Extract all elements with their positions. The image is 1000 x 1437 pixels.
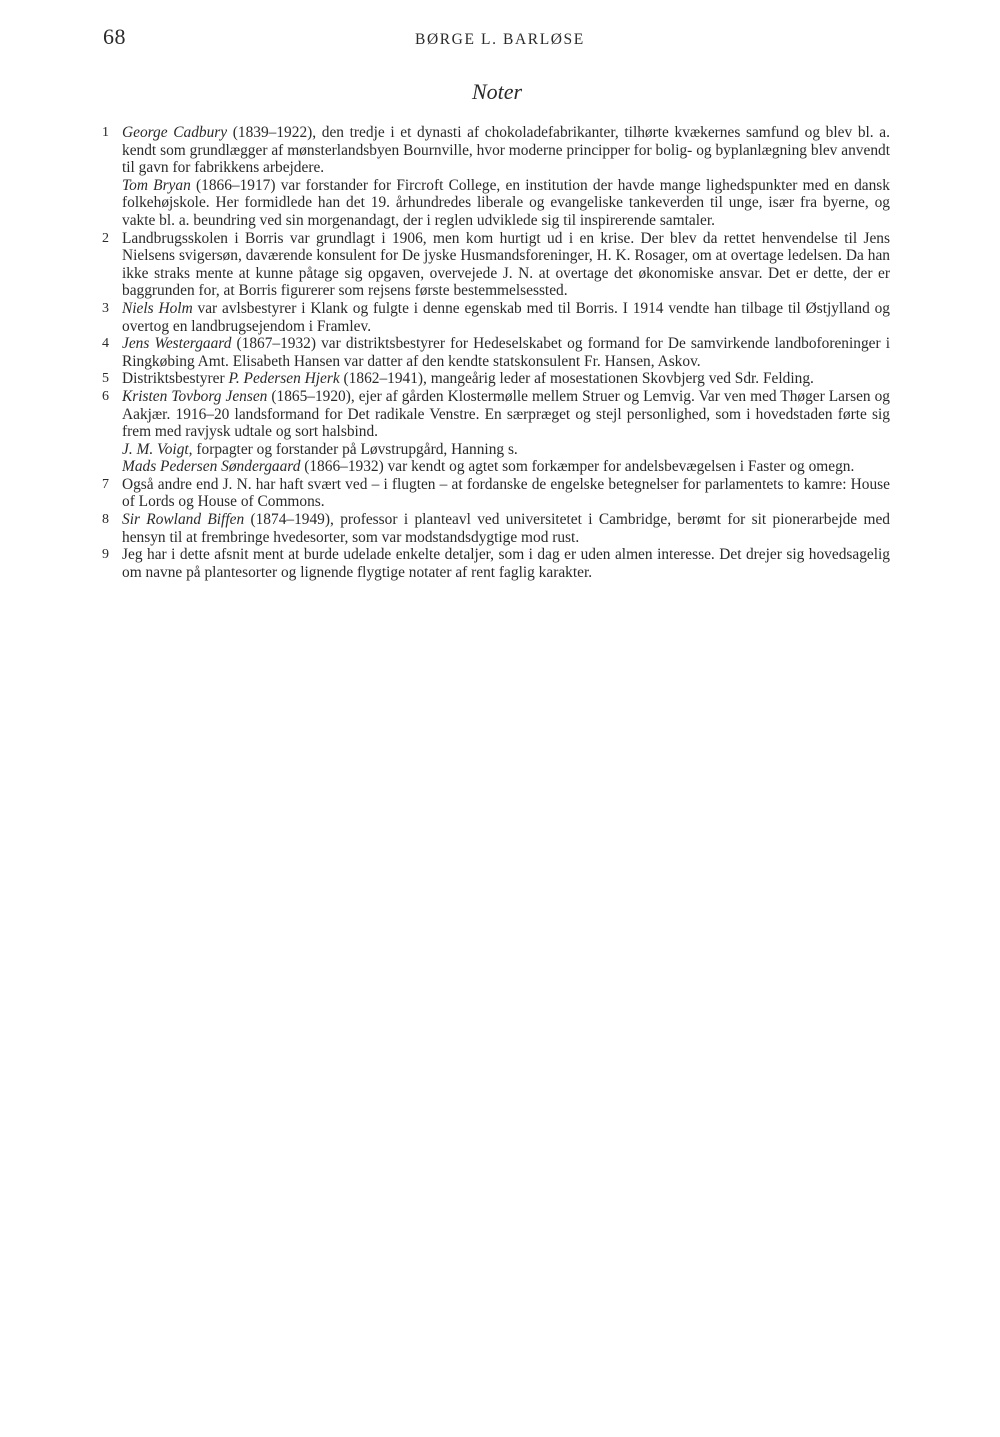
person-name: Niels Holm [122, 299, 193, 317]
note-6 [100, 388, 890, 476]
notes-list [100, 124, 890, 581]
note-paragraph-cadbury [122, 124, 890, 177]
note-paragraph-sondergaard [122, 458, 890, 476]
page-header [103, 24, 888, 54]
note-paragraph-westergaard [122, 335, 890, 370]
person-name: Sir Rowland Biffen [122, 511, 245, 529]
person-name: P. Pedersen Hjerk [228, 370, 340, 388]
person-name: Mads Pedersen Søndergaard [122, 458, 301, 476]
person-name: Tom Bryan [122, 176, 191, 194]
note-text: (1874–1949), professor i planteavl ved universitetet i Cambridge, berømt for sit pionerarbejde med hensyn til at frembringe hvedesorter, som var modstandsdygtige mod rust. [122, 511, 890, 546]
note-paragraph-holm [122, 300, 890, 335]
note-text: (1867–1932) var distriktsbestyrer for Hedeselskabet og formand for De samvirkende landboforeninger i Ringkøbing Amt. Elisabeth Hansen var datter af den kendte statskonsulent Fr. Hansen, Askov. [122, 335, 890, 370]
note-text: var avlsbestyrer i Klank og fulgte i denne egenskab med til Borris. I 1914 vendte han tilbage til Østjylland og overtog en landbrugsejendom i Framlev. [122, 299, 890, 335]
note-4 [100, 335, 890, 370]
note-2 [100, 230, 890, 300]
note-paragraph-biffen [122, 511, 890, 546]
note-text: Også andre end J. N. har haft svært ved – i flugten – at fordanske de engelske betegnelser for parlamentets to kamre: House of Lords og House of Commons. [122, 475, 890, 511]
note-number: 7 [102, 476, 109, 492]
note-text: (1865–1920), ejer af gården Klostermølle mellem Struer og Lemvig. Var ven med Thøger Larsen og Aakjær. 1916–20 landsformand for Det radikale Venstre. En særpræget og stejl personlighed, som i hovedstaden førte sig frem med ravjysk udtale og sort halsbind. [122, 387, 891, 441]
note-text: (1866–1917) var forstander for Fircroft College, en institution der havde mange lighedspunkter med en dansk folkehøjskole. Her formidlede han det 19. århundredes liberale og evangeliske tankeverden til unge, især fra byerne, og vakte bl. a. beundring ved sin morgenandagt, der i reglen udviklede sig til inspirerende samtaler. [122, 176, 890, 229]
note-3 [100, 300, 890, 335]
note-paragraph-jensen [122, 388, 890, 441]
note-text: Landbrugsskolen i Borris var grundlagt i 1906, men kom hurtigt ud i en krise. Der blev da rettet henvendelse til Jens Nielsens svigersøn, daværende konsulent for De jyske Husmandsforeninger, H. K. Rosager, om at overtage ledelsen. Da han ikke straks mente at kunne påtage sig opgaven, overvejede J. N. at overtage det økonomiske ansvar. Det er dette, der er baggrunden for, at Borris figurerer som rejsens første bestemmelsessted. [122, 229, 890, 300]
note-1 [100, 124, 890, 230]
note-text: (1866–1932) var kendt og agtet som forkæmper for andelsbevægelsen i Faster og omegn. [300, 458, 855, 476]
note-7 [100, 476, 890, 511]
person-name: George Cadbury [122, 124, 228, 141]
note-paragraph-hjerk [122, 370, 890, 388]
note-8 [100, 511, 890, 546]
note-number: 9 [102, 547, 109, 563]
note-5 [100, 370, 890, 388]
section-title-text: Noter [471, 79, 523, 104]
note-number: 8 [102, 512, 109, 528]
note-lead-text: Distriktsbestyrer [122, 370, 229, 388]
note-number: 3 [102, 300, 109, 316]
note-number: 5 [102, 371, 109, 387]
note-number: 2 [102, 230, 109, 246]
section-title [0, 79, 1000, 105]
note-number: 1 [102, 125, 109, 140]
note-text: Jeg har i dette afsnit ment at burde udelade enkelte detaljer, som i dag er uden almen interesse. Det drejer sig hovedsagelig om navne på plantesorter og lignende flygtige notater af rent faglig karakter. [122, 546, 890, 581]
note-paragraph-voigt [122, 441, 890, 459]
page-number: 68 [103, 24, 126, 49]
note-paragraph-detaljer [122, 546, 890, 581]
note-text: (1839–1922), den tredje i et dynasti af chokoladefabrikanter, tilhørte kvækernes samfund og blev bl. a. kendt som grundlægger af mønsterlandsbyen Bournville, hvor moderne principper for bolig- og byplanlægning blev anvendt til gavn for fabrikkens arbejdere. [122, 124, 890, 177]
person-name: Kristen Tovborg Jensen [122, 387, 268, 405]
note-paragraph-parlament [122, 476, 890, 511]
note-9 [100, 546, 890, 581]
note-text: forpagter og forstander på Løvstrupgård, Hanning s. [192, 440, 518, 458]
running-head: BØRGE L. BARLØSE [415, 31, 585, 48]
person-name: Jens Westergaard [122, 335, 232, 353]
note-paragraph-bryan [122, 177, 890, 230]
note-number: 4 [102, 336, 109, 352]
person-name: J. M. Voigt, [122, 440, 193, 458]
note-number: 6 [102, 388, 109, 404]
note-text: (1862–1941), mangeårig leder af mosestationen Skovbjerg ved Sdr. Felding. [339, 370, 814, 388]
note-paragraph-borris [122, 230, 890, 300]
